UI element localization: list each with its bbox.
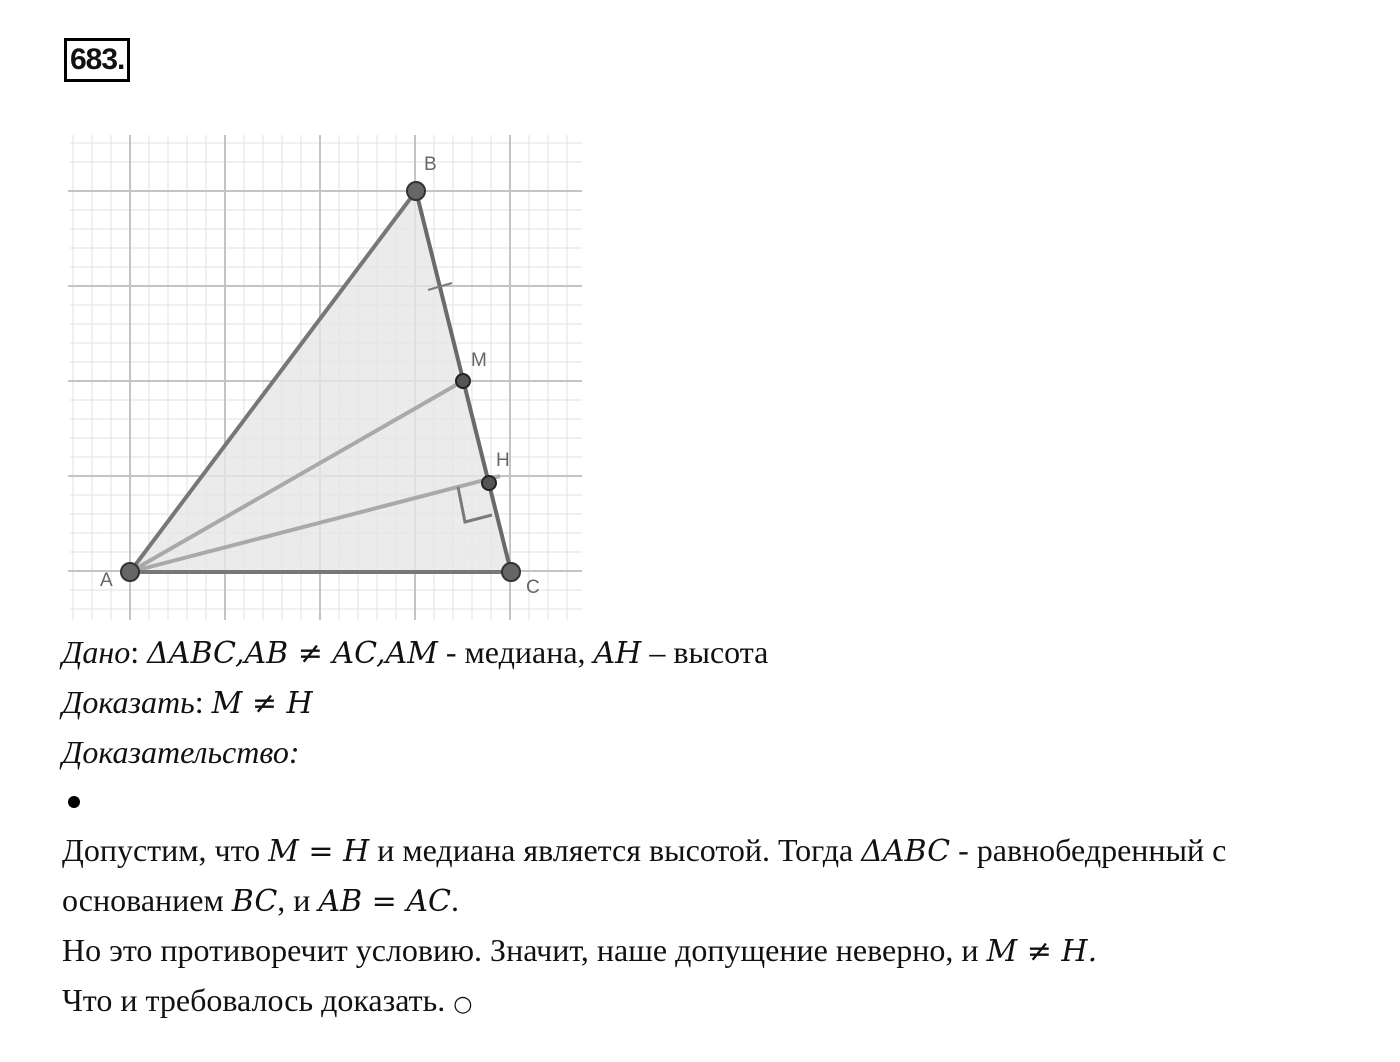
proof-label: Доказательство:	[62, 734, 300, 770]
problem-number: 683.	[64, 38, 130, 82]
label-a: A	[100, 570, 113, 591]
proof-text: и медиана является высотой. Тогда	[369, 832, 862, 868]
given-line	[62, 628, 1382, 678]
given-median-text: - медиана,	[437, 634, 594, 670]
given-height-text: – высота	[641, 634, 769, 670]
proof-text: Допустим, что	[62, 832, 269, 868]
proof-text: .	[450, 882, 459, 918]
prove-statement: M ≠ H	[211, 686, 313, 721]
given-triangle: ΔABC,	[147, 636, 245, 671]
proof-math: ΔABC	[861, 834, 951, 869]
point-m	[456, 374, 470, 388]
qed-icon: ○	[453, 992, 473, 1017]
label-b: B	[424, 154, 437, 175]
proof-text: Но это противоречит условию. Значит, наше допущение неверно, и	[62, 932, 987, 968]
proof-text: - равнобедренный с	[950, 832, 1227, 868]
proof-math: AB = AC	[318, 884, 451, 919]
prove-label: Доказать	[62, 684, 195, 720]
proof-line-3	[62, 926, 1382, 976]
given-label: Дано	[62, 634, 131, 670]
proof-math: M = H	[268, 834, 370, 869]
label-c: C	[526, 577, 540, 598]
point-a	[121, 563, 139, 581]
label-h: H	[496, 450, 510, 471]
proof-line-4	[62, 976, 1382, 1029]
proof-text: Что и требовалось доказать.	[62, 982, 454, 1018]
given-sep: :	[130, 634, 148, 670]
triangle-diagram	[60, 130, 590, 625]
prove-sep: :	[194, 684, 212, 720]
solution-text	[62, 628, 1382, 1029]
label-m: M	[471, 350, 487, 371]
triangle-figure	[60, 130, 590, 625]
proof-text: основанием	[62, 882, 232, 918]
bullet-icon	[68, 796, 80, 808]
proof-math: M ≠ H.	[986, 934, 1098, 969]
proof-line-1	[62, 826, 1382, 876]
point-b	[407, 182, 425, 200]
prove-line	[62, 678, 1382, 728]
point-c	[502, 563, 520, 581]
given-height-segment: AH	[593, 636, 642, 671]
given-inequality: AB ≠ AC,	[244, 636, 386, 671]
bullet-line	[62, 777, 1382, 826]
proof-text: , и	[277, 882, 319, 918]
proof-line-2	[62, 876, 1382, 926]
point-h	[482, 476, 496, 490]
given-median-segment: AM	[385, 636, 438, 671]
proof-math: BC	[231, 884, 278, 919]
